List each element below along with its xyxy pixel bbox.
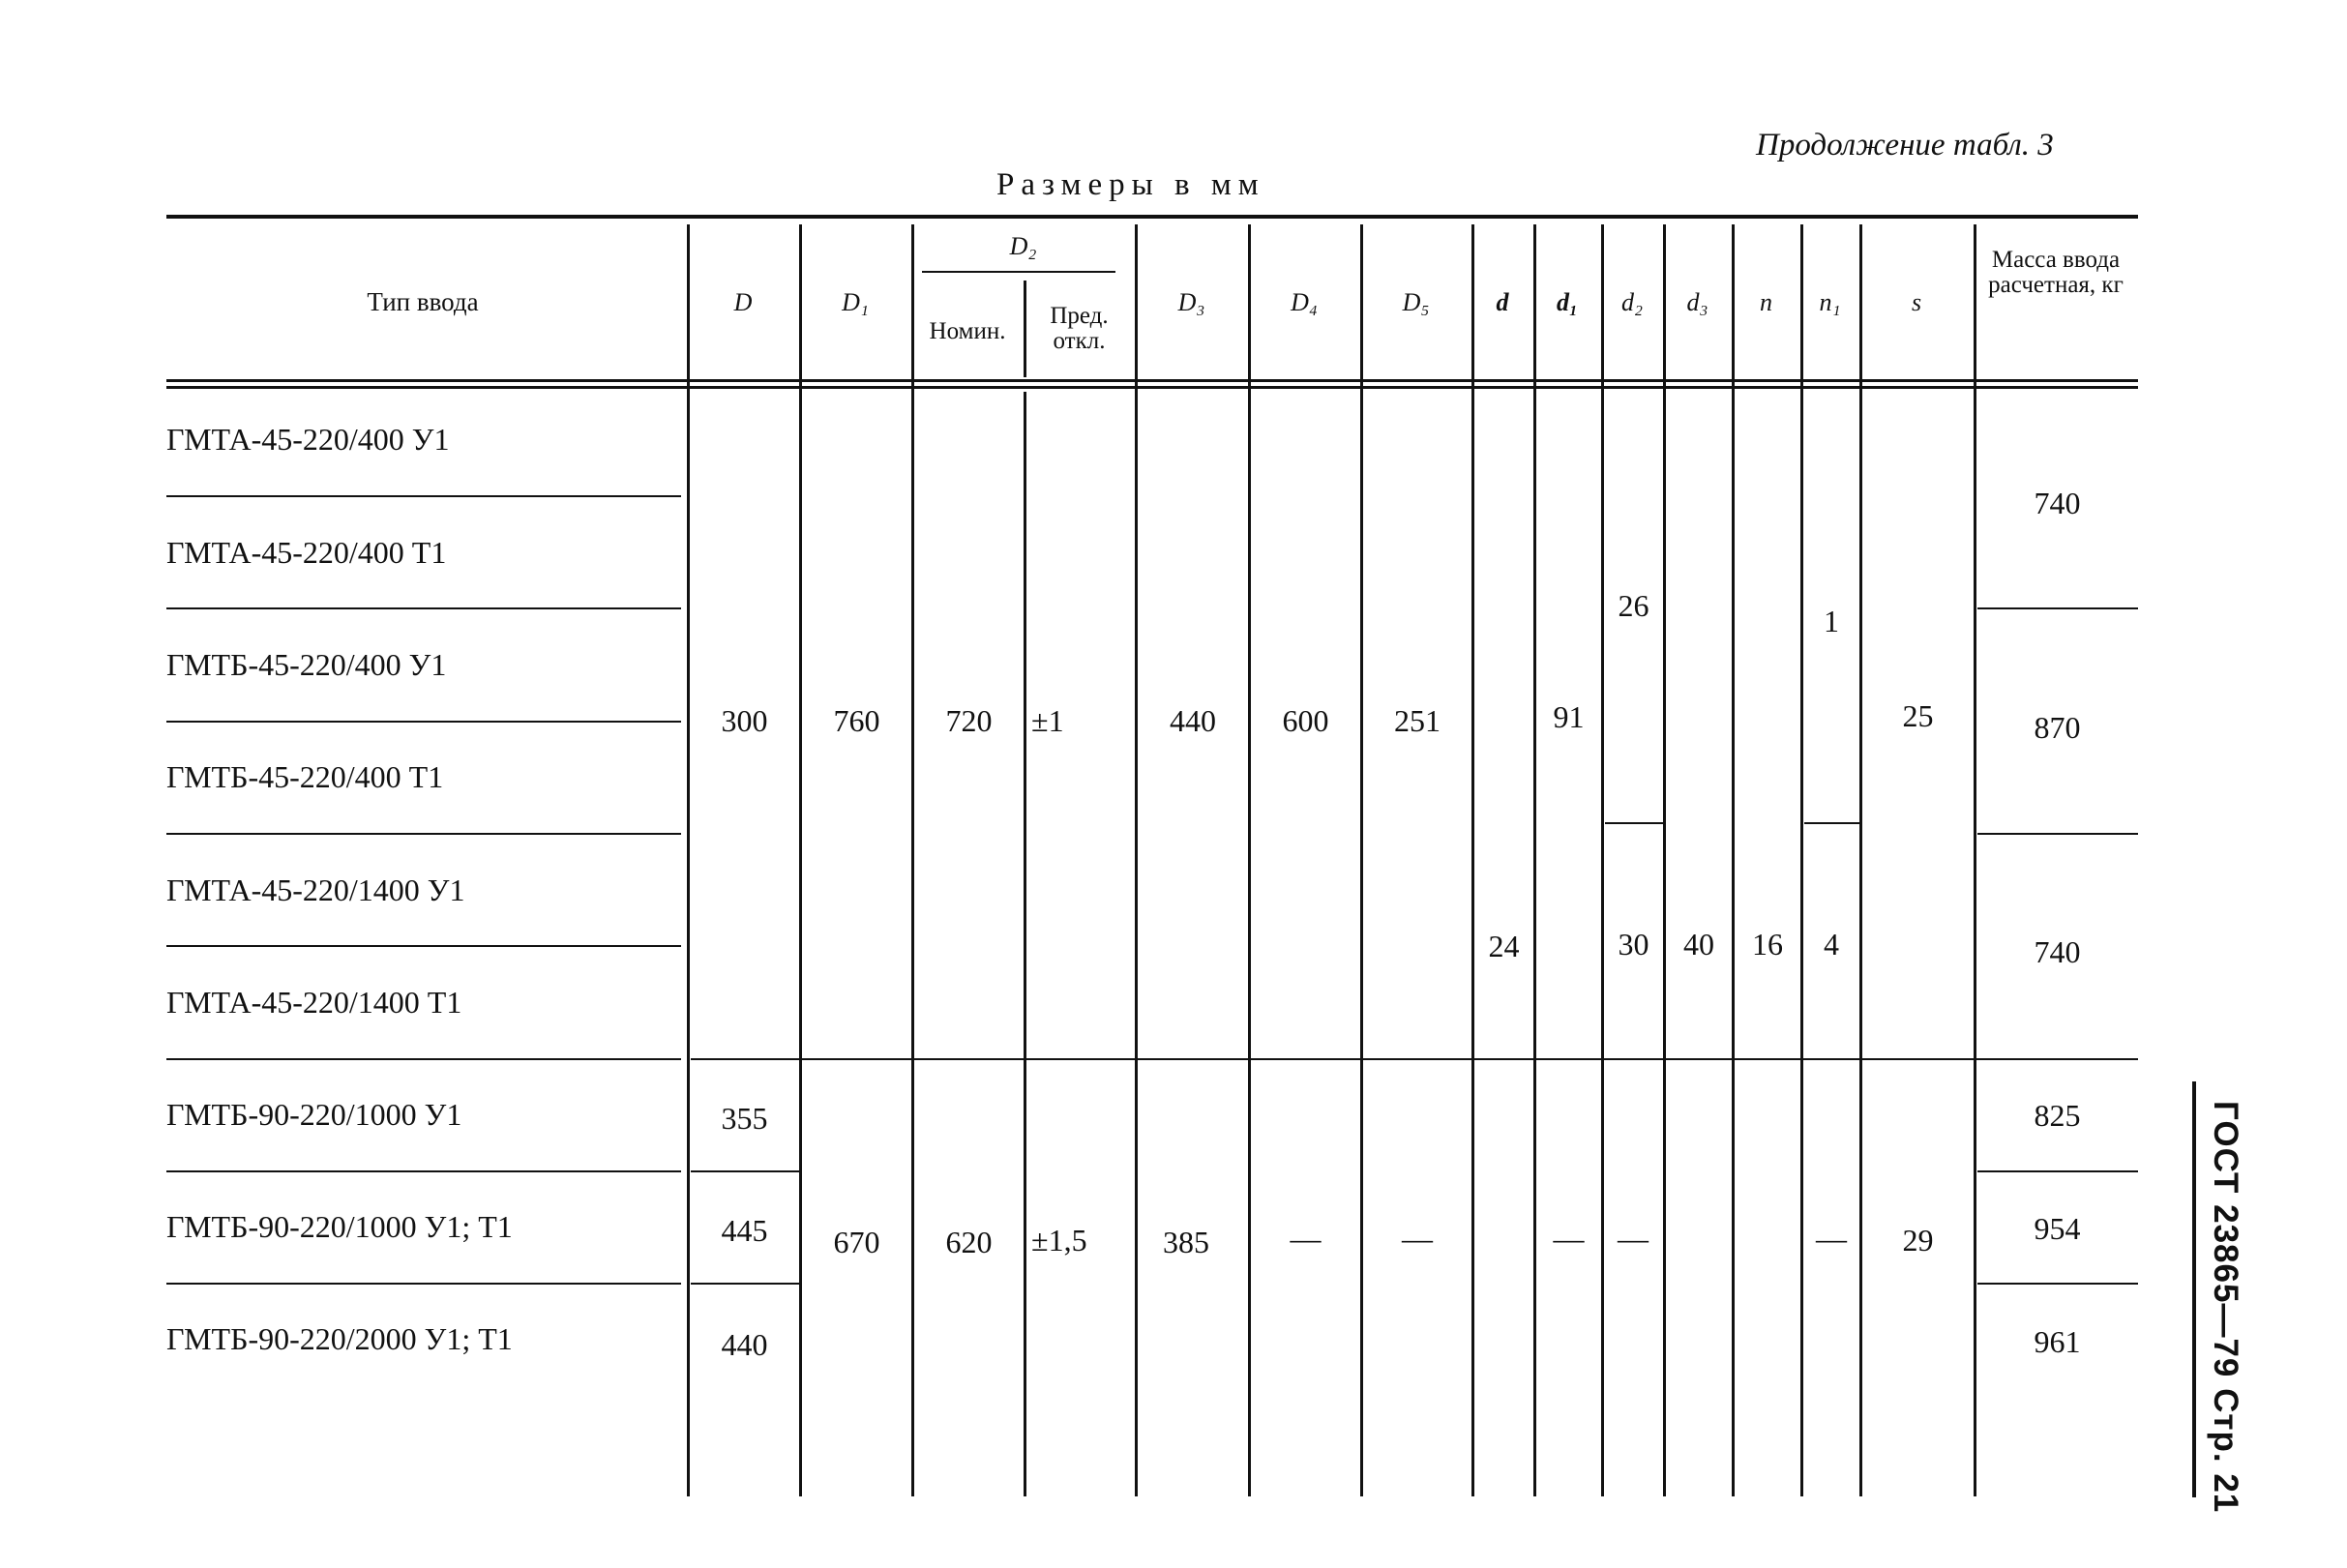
cell-D5-group1: 251 <box>1394 703 1441 738</box>
cell-d: 24 <box>1488 929 1520 963</box>
cell-d2-bottom: 30 <box>1618 927 1649 962</box>
header-d1: d₁ <box>1556 288 1579 316</box>
cell-D2-nominal-group2: 620 <box>945 1225 993 1259</box>
row-label: ГМТА-45-220/1400 Т1 <box>166 985 462 1020</box>
table-top-rule <box>166 215 2138 219</box>
cell-d1-group1: 91 <box>1553 699 1585 734</box>
cell-d2-top: 26 <box>1618 588 1649 623</box>
col-line <box>1360 224 1363 1496</box>
col-line <box>799 224 802 1496</box>
cell-d3: 40 <box>1683 927 1714 962</box>
col-line <box>1974 224 1976 1496</box>
header-d2: d₂ <box>1620 288 1644 316</box>
header-mass: Масса ввода расчетная, кг <box>1988 247 2124 299</box>
row-separator <box>691 1283 799 1285</box>
cell-D3-group2: 385 <box>1163 1225 1209 1259</box>
cell-n1-top: 1 <box>1824 604 1839 638</box>
col-line <box>1024 392 1026 1496</box>
table-caption: Продолжение табл. 3 <box>1756 128 2054 163</box>
mass-separator <box>1977 607 2138 609</box>
row-separator <box>691 1170 799 1172</box>
d2-header-rule <box>922 271 1115 273</box>
header-d: d <box>1496 288 1509 316</box>
col-line <box>911 224 914 1496</box>
col-line <box>687 224 690 1496</box>
cell-D2-tolerance-group2: ±1,5 <box>1031 1223 1087 1257</box>
cell-s-group1: 25 <box>1902 698 1934 733</box>
cell-n: 16 <box>1752 927 1783 962</box>
row-separator <box>166 833 681 835</box>
row-separator <box>166 721 681 723</box>
page-running-header: ГОСТ 23865—79 Стр. 21 <box>2207 1101 2244 1514</box>
header-D: D <box>733 288 753 316</box>
row-label: ГМТБ-90-220/1000 У1; Т1 <box>166 1209 513 1244</box>
row-label: ГМТБ-90-220/1000 У1 <box>166 1097 462 1132</box>
header-s: s <box>1911 288 1922 316</box>
header-D2-nominal: Номин. <box>929 318 1006 344</box>
cell-mass: 870 <box>2034 710 2081 745</box>
cell-D-row8: 445 <box>721 1213 768 1248</box>
cell-D-group1: 300 <box>721 703 768 738</box>
side-rule <box>2192 1081 2196 1497</box>
cell-d1-group2: — <box>1553 1221 1585 1256</box>
group-separator <box>691 1058 2138 1060</box>
row-separator <box>166 1283 681 1285</box>
col-line <box>1135 224 1138 1496</box>
units-caption: Размеры в мм <box>996 167 1265 202</box>
header-D4: D₄ <box>1291 288 1318 316</box>
header-bottom-rule-2 <box>166 386 2138 389</box>
cell-mass: 825 <box>2034 1098 2081 1133</box>
header-D1: D₁ <box>842 288 869 316</box>
header-D2: D₂ <box>1009 232 1037 260</box>
header-D3: D₃ <box>1177 288 1205 316</box>
col-line <box>1471 224 1474 1496</box>
header-D2-tolerance: Пред. откл. <box>1050 303 1109 355</box>
row-label: ГМТБ-90-220/2000 У1; Т1 <box>166 1321 513 1356</box>
cell-D4-group2: — <box>1290 1221 1322 1256</box>
col-line <box>1732 224 1735 1496</box>
row-label: ГМТА-45-220/400 У1 <box>166 422 450 457</box>
cell-D1-group1: 760 <box>833 703 880 738</box>
col-line <box>1859 224 1862 1496</box>
row-separator <box>166 1058 681 1060</box>
row-separator <box>166 607 681 609</box>
mass-separator <box>1977 1170 2138 1172</box>
header-n: n <box>1760 288 1772 316</box>
header-d3: d₃ <box>1686 288 1708 316</box>
cell-mass: 740 <box>2034 934 2081 969</box>
cell-D2-nominal-group1: 720 <box>945 703 993 738</box>
cell-D5-group2: — <box>1402 1221 1433 1256</box>
header-D5: D₅ <box>1402 288 1430 316</box>
row-label: ГМТБ-45-220/400 У1 <box>166 647 447 682</box>
cell-D-row9: 440 <box>721 1327 768 1362</box>
row-label: ГМТА-45-220/400 Т1 <box>166 535 447 570</box>
col-line <box>1663 224 1666 1496</box>
d2-separator <box>1605 822 1663 824</box>
mass-separator <box>1977 1283 2138 1285</box>
cell-D3-group1: 440 <box>1170 703 1216 738</box>
header-n1: n₁ <box>1819 288 1841 316</box>
col-line <box>1601 224 1604 1496</box>
row-separator <box>166 1170 681 1172</box>
header-type: Тип ввода <box>367 287 479 316</box>
cell-d2-group2: — <box>1618 1221 1649 1256</box>
cell-D2-tolerance-group1: ±1 <box>1031 703 1064 738</box>
cell-D1-group2: 670 <box>833 1225 880 1259</box>
row-label: ГМТА-45-220/1400 У1 <box>166 873 465 907</box>
cell-mass: 954 <box>2034 1211 2081 1246</box>
n1-separator <box>1804 822 1859 824</box>
cell-n1-bottom: 4 <box>1824 927 1839 962</box>
cell-n1-group2: — <box>1816 1221 1847 1256</box>
cell-mass: 740 <box>2034 486 2081 520</box>
mass-separator <box>1977 833 2138 835</box>
row-label: ГМТБ-45-220/400 Т1 <box>166 759 444 794</box>
cell-D4-group1: 600 <box>1282 703 1329 738</box>
row-separator <box>166 495 681 497</box>
header-bottom-rule <box>166 379 2138 382</box>
cell-D-row7: 355 <box>721 1101 768 1136</box>
cell-mass: 961 <box>2034 1324 2081 1359</box>
row-separator <box>166 945 681 947</box>
col-line <box>1248 224 1251 1496</box>
cell-s-group2: 29 <box>1902 1223 1934 1257</box>
col-line <box>1533 224 1536 1496</box>
col-line <box>1800 224 1803 1496</box>
